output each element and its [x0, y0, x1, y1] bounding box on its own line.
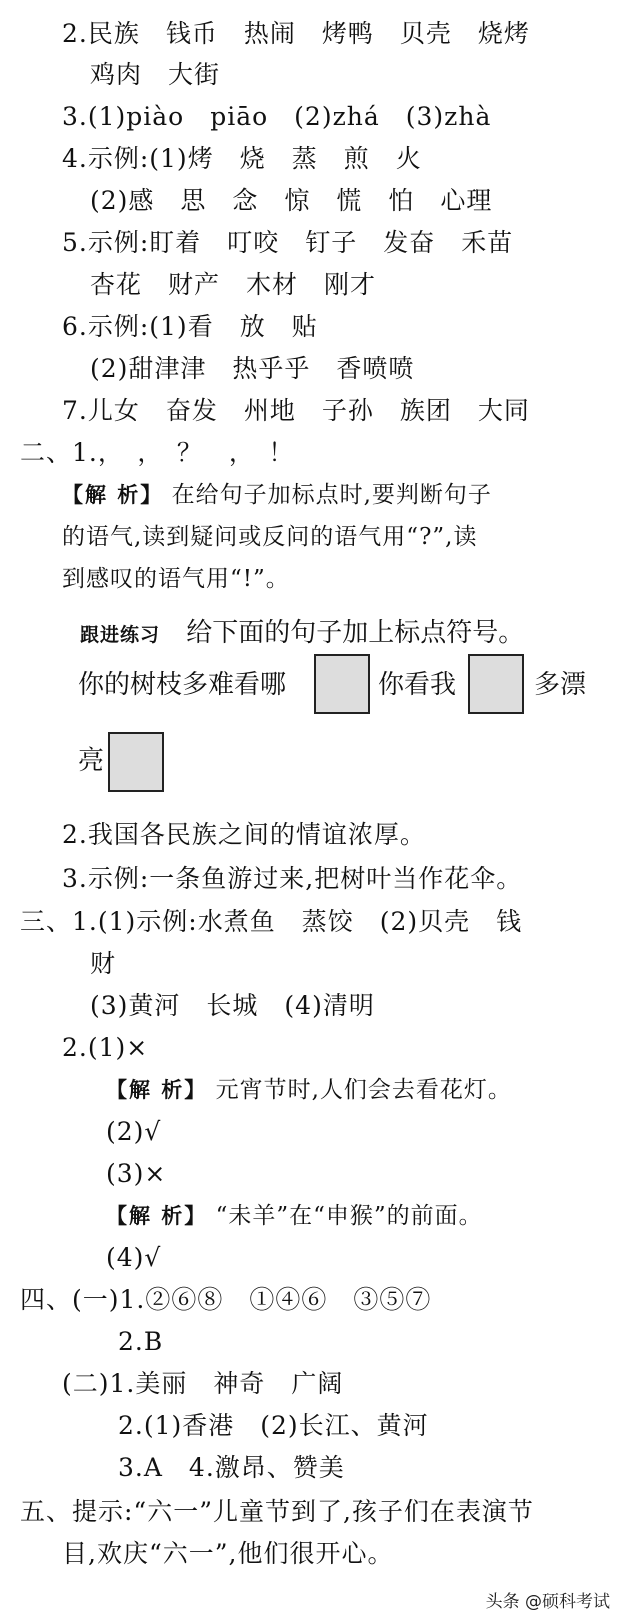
analysis-text: 的语气,读到疑问或反问的语气用“?”,读 — [62, 524, 478, 550]
answer-line: 5.示例:盯着 叮咬 钉子 发奋 禾苗 — [62, 228, 514, 257]
answer-line: 杏花 财产 木材 刚才 — [90, 270, 377, 299]
answer-line: 2.(1)香港 (2)长江、黄河 — [118, 1411, 429, 1440]
exercise-sentence-part: 你的树枝多难看哪 — [78, 670, 287, 700]
answer-line: 3.示例:一条鱼游过来,把树叶当作花伞。 — [62, 864, 523, 893]
analysis-block — [106, 1073, 512, 1107]
analysis-block — [62, 478, 492, 512]
answer-line: 6.示例:(1)看 放 贴 — [62, 312, 318, 341]
follow-up-instruction: 给下面的句子加上标点符号。 — [186, 618, 525, 648]
answer-line: (2)√ — [106, 1117, 162, 1146]
answer-line: 7.儿女 奋发 州地 子孙 族团 大同 — [62, 396, 530, 425]
analysis-text: 元宵节时,人们会去看花灯。 — [215, 1077, 512, 1103]
answer-line: (4)√ — [106, 1243, 162, 1272]
answer-line: 4.示例:(1)烤 烧 蒸 煎 火 — [62, 144, 422, 173]
analysis-tag: 【解 析】 — [62, 483, 164, 507]
answer-line: 3.A 4.激昂、赞美 — [118, 1453, 345, 1482]
answer-line: 目,欢庆“六一”,他们很开心。 — [62, 1539, 394, 1568]
answer-line: (二)1.美丽 神奇 广阔 — [62, 1369, 344, 1398]
exercise-sentence-part: 多漂 — [534, 670, 587, 700]
punctuation-blank-box[interactable] — [468, 654, 524, 714]
exercise-sentence-part: 亮 — [78, 746, 105, 776]
answer-line: 2.我国各民族之间的情谊浓厚。 — [62, 820, 426, 849]
answer-line: 2.B — [118, 1327, 164, 1356]
answer-line: (2)感 思 念 惊 慌 怕 心理 — [90, 186, 493, 215]
analysis-text: 在给句子加标点时,要判断句子 — [171, 482, 492, 508]
section-two-line: 二、1.， ， ？ ， ！ — [20, 438, 295, 467]
follow-up-exercise — [80, 616, 524, 652]
answer-line: 2.(1)× — [62, 1033, 149, 1062]
section-four-line: 四、(一)1.②⑥⑧ ①④⑥ ③⑤⑦ — [20, 1285, 432, 1314]
analysis-text: “未羊”在“申猴”的前面。 — [215, 1203, 483, 1229]
analysis-block — [106, 1199, 483, 1233]
answer-line: 财 — [90, 949, 117, 978]
follow-up-label: 跟进练习 — [80, 624, 161, 646]
answer-line: (2)甜津津 热乎乎 香喷喷 — [90, 354, 415, 383]
answer-line: 3.(1)piào piāo (2)zhá (3)zhà — [62, 102, 492, 131]
analysis-text: 到感叹的语气用“!”。 — [62, 566, 290, 592]
section-three-line: 三、1.(1)示例:水煮鱼 蒸饺 (2)贝壳 钱 — [20, 907, 523, 936]
exercise-sentence-part: 你看我 — [378, 670, 457, 700]
analysis-tag: 【解 析】 — [106, 1078, 208, 1102]
punctuation-blank-box[interactable] — [108, 732, 164, 792]
answer-line: (3)黄河 长城 (4)清明 — [90, 991, 375, 1020]
analysis-tag: 【解 析】 — [106, 1204, 208, 1228]
section-five-line: 五、提示:“六一”儿童节到了,孩子们在表演节 — [20, 1497, 534, 1526]
punctuation-blank-box[interactable] — [314, 654, 370, 714]
answer-line: 2.民族 钱币 热闹 烤鸭 贝壳 烧烤 — [62, 19, 530, 48]
watermark: 头条 @硕科考试 — [485, 1592, 610, 1612]
answer-line: 鸡肉 大街 — [90, 60, 221, 89]
answer-line: (3)× — [106, 1159, 167, 1188]
